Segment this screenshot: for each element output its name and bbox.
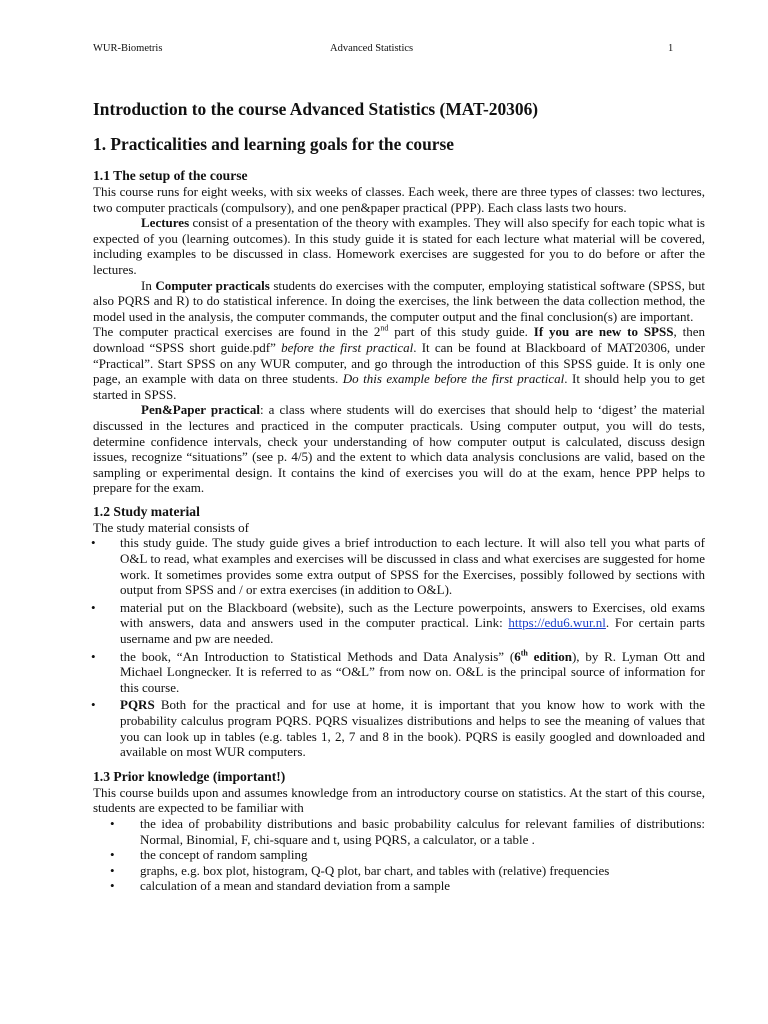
edition-superscript: th: [520, 648, 528, 658]
computer-practicals-paragraph: [93, 278, 705, 325]
list-item: [93, 878, 705, 894]
list-item-text: calculation of a mean and standard deviation from a sample: [140, 878, 451, 894]
blackboard-link[interactable]: https://edu6.wur.nl: [508, 615, 606, 631]
section-1-3-heading: 1.3 Prior knowledge (important!): [93, 768, 286, 784]
list-item: [93, 847, 705, 863]
bullet-icon: •: [110, 862, 115, 878]
page-number: 1: [668, 43, 674, 54]
lectures-paragraph: [93, 215, 705, 277]
bullet-icon: •: [110, 847, 115, 863]
study-material-list: [93, 535, 705, 759]
pen-paper-paragraph: [93, 402, 705, 496]
spss-text-d: . It can be found at Blackboard of MAT20306, under “Practical”. Start SPSS on any WUR computer, and go through the introduction of this SPSS guide. It is only one page, an example with data on three students.: [93, 339, 705, 387]
spss-superscript: nd: [380, 324, 389, 334]
list-item-text: the idea of probability distributions and basic probability calculus for relevant families of distributions: Normal, Binomial, F, chi-square and t, using PQRS, a calculator, or a table .: [140, 815, 705, 847]
spss-text-a: The computer practical exercises are found in the 2: [93, 324, 381, 340]
spss-italic-1: before the first practical: [281, 339, 414, 355]
list-item-text: . For certain parts username and pw are needed.: [120, 615, 705, 647]
bullet-icon: •: [91, 697, 96, 713]
computer-practicals-term: Computer practicals: [155, 277, 270, 293]
list-item: [93, 649, 705, 696]
list-item-text: this study guide. The study guide gives a brief introduction to each lecture. It will also tell you what parts of O&L to read, what examples and exercises will be discussed in class and what exercises are suggested for home work. It sometimes provides some extra output of SPSS for the Exercises, possibly followed by sections with output from SPSS and / or extra exercises (in addition to O&L).: [120, 535, 705, 598]
prior-knowledge-intro: This course builds upon and assumes knowledge from an introductory course on statistics. At the start of this course, students are expected to be familiar with: [93, 784, 705, 816]
edition-word: edition: [527, 648, 572, 664]
lectures-term: Lectures: [141, 215, 190, 231]
main-content: [93, 98, 705, 894]
list-item-text: Both for the practical and for use at home, it is important that you know how to work with the probability calculus program PQRS. PQRS visualizes distributions and helps to see the meaning of values that you can look up in tables (e.g. tables 1, 2, 7 and 8 in the book). PQRS is easily googled and downloaded and available on most WUR computers.: [120, 697, 705, 760]
spss-paragraph: [93, 324, 705, 402]
study-material-intro: The study material consists of: [93, 519, 249, 535]
pqrs-term: PQRS: [120, 697, 155, 713]
edition-digit: 6: [514, 648, 521, 664]
spss-text-e: . It should help you to get started in SPSS.: [93, 371, 705, 402]
cp-text: students do exercises with the computer, employing statistical software (SPSS, but also PQRS and R) to do statistical inference. In doing the exercises, the link between the data collection method, the model used in the analysis, the computer commands, the computer output and the final conclusion(s) are important.: [93, 277, 705, 324]
spss-text-b: part of this study guide.: [388, 324, 534, 340]
spss-text-c: , then download “SPSS short guide.pdf”: [93, 324, 705, 355]
bullet-icon: •: [91, 535, 96, 551]
bullet-icon: •: [110, 815, 115, 831]
pen-paper-term: Pen&Paper practical: [141, 402, 260, 418]
edition-number: [514, 649, 572, 664]
list-item-text: the concept of random sampling: [140, 847, 308, 863]
list-item: [93, 816, 705, 847]
bullet-icon: •: [110, 878, 115, 894]
list-item-text: graphs, e.g. box plot, histogram, Q-Q plot, bar chart, and tables with (relative) frequencies: [140, 862, 610, 878]
document-title: Introduction to the course Advanced Statistics (MAT-20306): [93, 99, 539, 119]
spss-italic-2: Do this example before the first practical: [342, 371, 565, 387]
list-item: [93, 697, 705, 759]
cp-prefix: In: [141, 277, 156, 293]
lectures-text: consist of a presentation of the theory with examples. They will also specify for each topic what is expected of you (learning outcomes). In this study guide it is stated for each lecture what material will be covered, including examples to be discussed in class. Homework exercises are suggested for you to do before or after the lectures.: [93, 215, 705, 277]
list-item: [93, 535, 705, 597]
section-1-1-heading: 1.1 The setup of the course: [93, 168, 248, 183]
section-1-2-heading: 1.2 Study material: [93, 503, 200, 519]
bullet-icon: •: [91, 648, 96, 664]
header-left: WUR-Biometris: [93, 43, 163, 54]
list-item-text: material put on the Blackboard (website), such as the Lecture powerpoints, answers to Exercises, old exams with answers, data and answers used in the computer practical. Link:: [120, 599, 705, 631]
list-item: [93, 600, 705, 647]
bullet-icon: •: [91, 599, 96, 615]
list-item: [93, 863, 705, 879]
setup-paragraph: This course runs for eight weeks, with six weeks of classes. Each week, there are three types of classes: two lectures, two computer practicals (compulsory), and one pen&paper practical (PPP). Each class lasts two hours.: [93, 184, 705, 215]
prior-knowledge-list: [93, 816, 705, 894]
pen-paper-text: : a class where students will do exercises that should help to ‘digest’ the material discussed in the lectures and practiced in the computer practicals. Using computer output, you will do tests, determine confidence intervals, check your understanding of how computer output is calculated, discuss design issues, recognize “situations” (see p. 4/5) and the extent to which data analysis conclusions are valid, based on the sampling or experimental design. It contains the kind of exercises you will do at the exam, hence PPP helps to prepare for the exam.: [93, 402, 705, 496]
header-center: Advanced Statistics: [330, 43, 414, 54]
chapter-heading: 1. Practicalities and learning goals for the course: [93, 134, 454, 154]
list-item-text: ), by R. Lyman Ott and Michael Longnecker. It is referred to as “O&L” from now on. O&L is the principal source of information for this course.: [120, 648, 705, 695]
spss-new-user-note: If you are new to SPSS: [533, 324, 674, 340]
list-item-text: the book, “An Introduction to Statistical Methods and Data Analysis” (: [120, 648, 515, 664]
